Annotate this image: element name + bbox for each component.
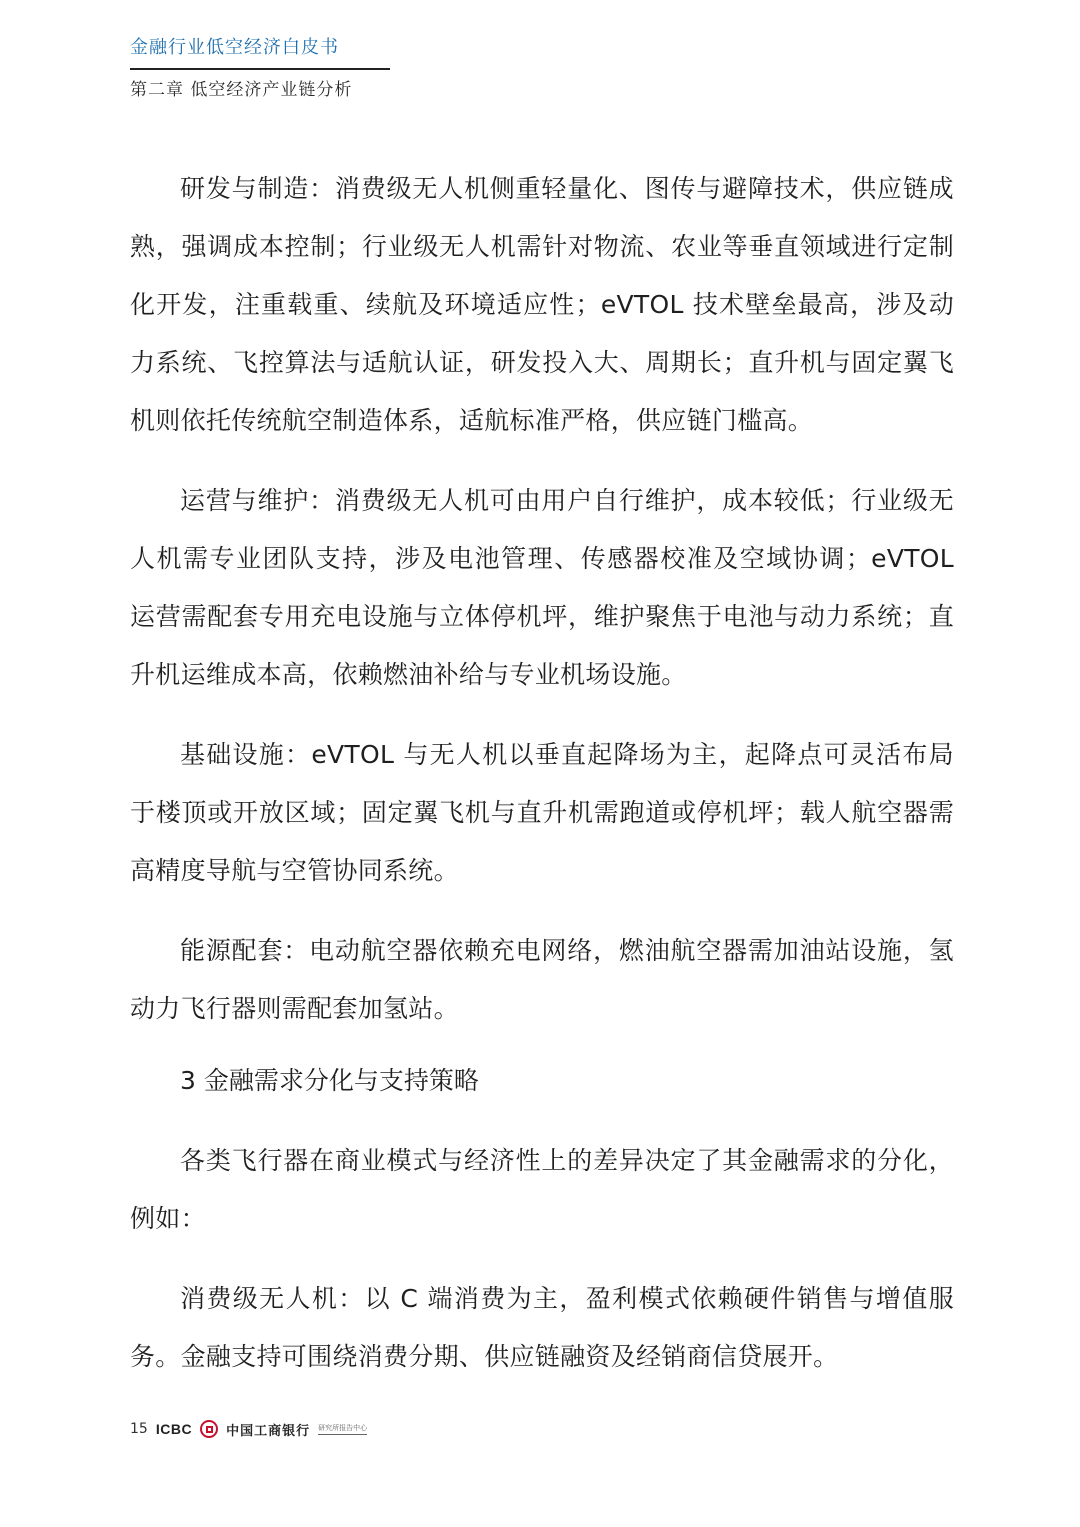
- page-number: 15: [130, 1421, 148, 1437]
- paragraph-rnd: 研发与制造：消费级无人机侧重轻量化、图传与避障技术，供应链成熟，强调成本控制；行业级无人机需针对物流、农业等垂直领域进行定制化开发，注重载重、续航及环境适应性；eVTOL 技术壁垒最高，涉及动力系统、飞控算法与适航认证，研发投入大、周期长；直升机与固定翼飞机则依托传统航空制造体系，适航标准严格，供应链门槛高。: [130, 174, 954, 435]
- paragraph-finance-intro: 各类飞行器在商业模式与经济性上的差异决定了其金融需求的分化，例如：: [130, 1146, 954, 1233]
- body-content: [130, 160, 954, 1386]
- department-name: 研究所报告中心: [318, 1423, 367, 1435]
- page-footer: [130, 1418, 367, 1440]
- document-title: 金融行业低空经济白皮书: [130, 37, 339, 58]
- header-divider: [130, 68, 390, 70]
- paragraph-consumer-drone: 消费级无人机：以 C 端消费为主，盈利模式依赖硬件销售与增值服务。金融支持可围绕消费分期、供应链融资及经销商信贷展开。: [130, 1284, 954, 1371]
- icbc-wordmark: ICBC: [155, 1421, 193, 1437]
- page-header: [130, 34, 390, 102]
- paragraph-energy: 能源配套：电动航空器依赖充电网络，燃油航空器需加油站设施，氢动力飞行器则需配套加氢站。: [130, 936, 954, 1023]
- chapter-title: 第二章 低空经济产业链分析: [130, 80, 353, 100]
- paragraph-operations: 运营与维护：消费级无人机可由用户自行维护，成本较低；行业级无人机需专业团队支持，涉及电池管理、传感器校准及空域协调；eVTOL 运营需配套专用充电设施与立体停机坪，维护聚焦于电池与动力系统；直升机运维成本高，依赖燃油补给与专业机场设施。: [130, 486, 954, 689]
- section-heading: 3 金融需求分化与支持策略: [180, 1066, 479, 1095]
- icbc-logo-icon: [200, 1420, 218, 1438]
- paragraph-infrastructure: 基础设施：eVTOL 与无人机以垂直起降场为主，起降点可灵活布局于楼顶或开放区域；固定翼飞机与直升机需跑道或停机坪；载人航空器需高精度导航与空管协同系统。: [130, 740, 954, 885]
- bank-name: 中国工商银行: [226, 1423, 311, 1439]
